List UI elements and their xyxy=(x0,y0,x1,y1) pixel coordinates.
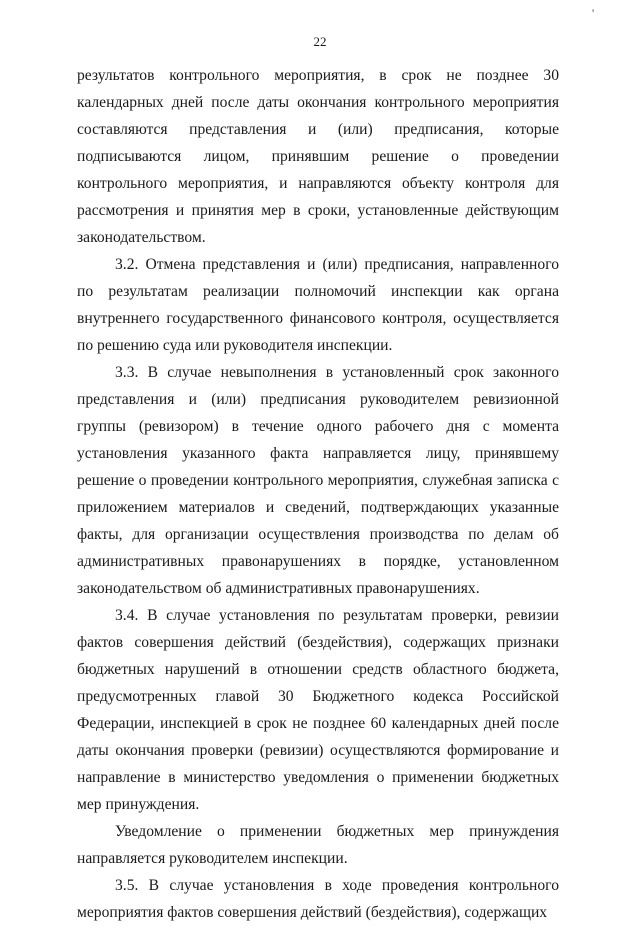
page-number: 22 xyxy=(313,34,327,49)
paragraph-3-3: 3.3. В случае невыполнения в установленный срок законного представления и (или) предписания руководителем ревизионной группы (ревизором) в течение одного рабочего дня с момента установления указанного факта направляется лицу, принявшему решение о проведении контрольного мероприятия, служебная записка с приложением материалов и сведений, подтверждающих указанные факты, для организации осуществления производства по делам об административных правонарушениях в порядке, установленном законодательством об административных правонарушениях. xyxy=(77,364,559,597)
document-body xyxy=(77,62,559,926)
paragraph-3-5: 3.5. В случае установления в ходе проведения контрольного мероприятия фактов совершения действий (бездействия), содержащих xyxy=(77,877,559,921)
scan-mark: ' xyxy=(592,6,595,20)
paragraph-3-4: 3.4. В случае установления по результатам проверки, ревизии фактов совершения действий (бездействия), содержащих признаки бюджетных нарушений в отношении средств областного бюджета, предусмотренных главой 30 Бюджетного кодекса Российской Федерации, инспекцией в срок не позднее 60 календарных дней после даты окончания проверки (ревизии) осуществляются формирование и направление в министерство уведомления о применении бюджетных мер принуждения. xyxy=(77,607,559,813)
paragraph-3-2: 3.2. Отмена представления и (или) предписания, направленного по результатам реализации полномочий инспекции как органа внутреннего государственного финансового контроля, осуществляется по решению суда или руководителя инспекции. xyxy=(77,256,559,354)
paragraph-notification: Уведомление о применении бюджетных мер принуждения направляется руководителем инспекции. xyxy=(77,823,559,867)
paragraph-continuation: результатов контрольного мероприятия, в срок не позднее 30 календарных дней после даты окончания контрольного мероприятия составляются представления и (или) предписания, которые подписываются лицом, принявшим решение о проведении контрольного мероприятия, и направляются объекту контроля для рассмотрения и принятия мер в сроки, установленные действующим законодательством. xyxy=(77,67,559,246)
